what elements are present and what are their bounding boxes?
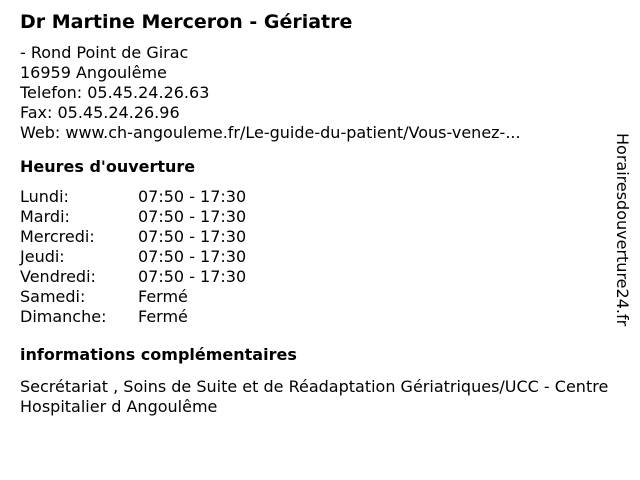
hours-time-value: Fermé [138, 287, 188, 306]
hours-time-value: 07:50 - 17:30 [138, 267, 247, 286]
city-address: 16959 Angoulême [20, 63, 167, 82]
additional-info-heading: informations complémentaires [20, 345, 297, 364]
hours-row-thursday [20, 247, 610, 267]
hours-time-value: 07:50 - 17:30 [138, 227, 247, 246]
hours-row-wednesday [20, 227, 610, 247]
hours-day-label: Samedi: [20, 287, 86, 306]
page-title: Dr Martine Merceron - Gériatre [20, 11, 353, 33]
hours-day-label: Lundi: [20, 187, 69, 206]
opening-hours-table [20, 187, 610, 327]
street-address: - Rond Point de Girac [20, 43, 189, 62]
address-block [20, 43, 610, 143]
hours-row-sunday [20, 307, 610, 327]
hours-day-label: Mardi: [20, 207, 70, 226]
hours-time-value: 07:50 - 17:30 [138, 207, 247, 226]
website-link[interactable]: Web: www.ch-angouleme.fr/Le-guide-du-patient/Vous-venez-... [20, 123, 521, 142]
hours-row-saturday [20, 287, 610, 307]
hours-day-label: Mercredi: [20, 227, 95, 246]
fax-number: Fax: 05.45.24.26.96 [20, 103, 180, 122]
hours-row-tuesday [20, 207, 610, 227]
hours-row-friday [20, 267, 610, 287]
hours-day-label: Vendredi: [20, 267, 96, 286]
phone-number: Telefon: 05.45.24.26.63 [20, 83, 210, 102]
hours-row-monday [20, 187, 610, 207]
hours-day-label: Jeudi: [20, 247, 65, 266]
site-watermark: Horairesdouverture24.fr [613, 133, 632, 327]
practice-details [20, 10, 610, 417]
hours-day-label: Dimanche: [20, 307, 107, 326]
additional-info-text: Secrétariat , Soins de Suite et de Réadaptation Gériatriques/UCC - Centre Hospitalier d Angoulême [20, 377, 609, 416]
opening-hours-heading: Heures d'ouverture [20, 157, 196, 176]
hours-time-value: 07:50 - 17:30 [138, 187, 247, 206]
hours-time-value: 07:50 - 17:30 [138, 247, 247, 266]
hours-time-value: Fermé [138, 307, 188, 326]
